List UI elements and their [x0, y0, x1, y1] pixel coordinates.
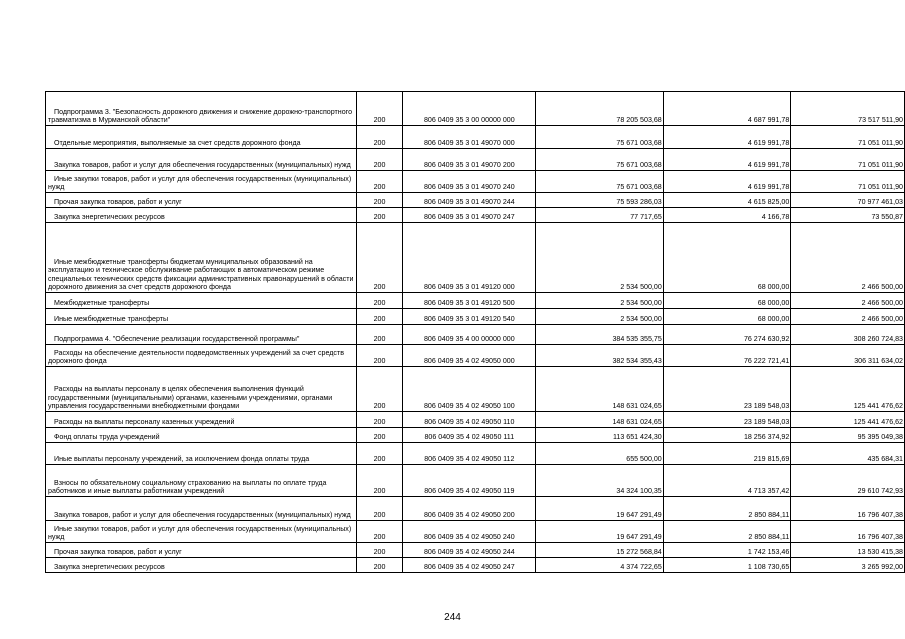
approved-amount: 19 647 291,49	[536, 521, 664, 543]
executed-amount: 23 189 548,03	[663, 412, 791, 428]
approved-amount: 2 534 500,00	[536, 309, 664, 325]
table-row	[46, 428, 905, 443]
table-row	[46, 325, 905, 345]
classification-code: 806 0409 35 4 02 49050 244	[403, 543, 536, 558]
executed-amount: 4 687 991,78	[663, 92, 791, 126]
executed-amount: 23 189 548,03	[663, 367, 791, 412]
page-number: 244	[444, 612, 461, 623]
classification-code: 806 0409 35 4 02 49050 100	[403, 367, 536, 412]
line-code: 200	[356, 208, 403, 223]
table-row	[46, 412, 905, 428]
table-row	[46, 208, 905, 223]
expense-name: Расходы на выплаты персоналу казенных учреждений	[46, 412, 357, 428]
expense-name: Прочая закупка товаров, работ и услуг	[46, 193, 357, 208]
table-row	[46, 293, 905, 309]
expense-name: Расходы на выплаты персоналу в целях обеспечения выполнения функций государственными (муниципальными) органами, казенными учреждениями, органами управления государственными внебюджетными фондами	[46, 367, 357, 412]
line-code: 200	[356, 223, 403, 293]
table-row	[46, 367, 905, 412]
approved-amount: 148 631 024,65	[536, 412, 664, 428]
line-code: 200	[356, 171, 403, 193]
classification-code: 806 0409 35 3 01 49070 247	[403, 208, 536, 223]
unexecuted-amount: 435 684,31	[791, 443, 905, 465]
executed-amount: 2 850 884,11	[663, 521, 791, 543]
approved-amount: 384 535 355,75	[536, 325, 664, 345]
executed-amount: 4 619 991,78	[663, 171, 791, 193]
expense-name: Закупка товаров, работ и услуг для обеспечения государственных (муниципальных) нужд	[46, 497, 357, 521]
table-row	[46, 149, 905, 171]
classification-code: 806 0409 35 4 02 49050 247	[403, 558, 536, 573]
line-code: 200	[356, 497, 403, 521]
expense-name: Подпрограмма 3. "Безопасность дорожного движения и снижение дорожно-транспортного травматизма в Мурманской области"	[46, 92, 357, 126]
table-row	[46, 497, 905, 521]
executed-amount: 2 850 884,11	[663, 497, 791, 521]
line-code: 200	[356, 309, 403, 325]
approved-amount: 382 534 355,43	[536, 345, 664, 367]
unexecuted-amount: 306 311 634,02	[791, 345, 905, 367]
classification-code: 806 0409 35 4 02 49050 200	[403, 497, 536, 521]
classification-code: 806 0409 35 3 01 49120 000	[403, 223, 536, 293]
line-code: 200	[356, 543, 403, 558]
expense-name: Подпрограмма 4. "Обеспечение реализации государственной программы"	[46, 325, 357, 345]
line-code: 200	[356, 521, 403, 543]
classification-code: 806 0409 35 3 01 49070 000	[403, 126, 536, 149]
table-row	[46, 443, 905, 465]
expense-name: Иные выплаты персоналу учреждений, за исключением фонда оплаты труда	[46, 443, 357, 465]
classification-code: 806 0409 35 4 02 49050 000	[403, 345, 536, 367]
line-code: 200	[356, 428, 403, 443]
classification-code: 806 0409 35 4 02 49050 119	[403, 465, 536, 497]
executed-amount: 76 274 630,92	[663, 325, 791, 345]
line-code: 200	[356, 325, 403, 345]
expense-name: Прочая закупка товаров, работ и услуг	[46, 543, 357, 558]
line-code: 200	[356, 126, 403, 149]
table-row	[46, 521, 905, 543]
executed-amount: 219 815,69	[663, 443, 791, 465]
expense-name: Отдельные мероприятия, выполняемые за счет средств дорожного фонда	[46, 126, 357, 149]
unexecuted-amount: 16 796 407,38	[791, 497, 905, 521]
budget-table	[45, 91, 905, 573]
executed-amount: 4 615 825,00	[663, 193, 791, 208]
approved-amount: 75 593 286,03	[536, 193, 664, 208]
unexecuted-amount: 70 977 461,03	[791, 193, 905, 208]
classification-code: 806 0409 35 3 00 00000 000	[403, 92, 536, 126]
classification-code: 806 0409 35 3 01 49070 244	[403, 193, 536, 208]
classification-code: 806 0409 35 3 01 49120 540	[403, 309, 536, 325]
unexecuted-amount: 16 796 407,38	[791, 521, 905, 543]
classification-code: 806 0409 35 4 02 49050 112	[403, 443, 536, 465]
classification-code: 806 0409 35 3 01 49070 240	[403, 171, 536, 193]
expense-name: Закупка энергетических ресурсов	[46, 208, 357, 223]
unexecuted-amount: 29 610 742,93	[791, 465, 905, 497]
unexecuted-amount: 2 466 500,00	[791, 309, 905, 325]
approved-amount: 75 671 003,68	[536, 171, 664, 193]
line-code: 200	[356, 443, 403, 465]
table-row	[46, 126, 905, 149]
classification-code: 806 0409 35 4 02 49050 110	[403, 412, 536, 428]
table-row	[46, 171, 905, 193]
line-code: 200	[356, 293, 403, 309]
line-code: 200	[356, 558, 403, 573]
approved-amount: 148 631 024,65	[536, 367, 664, 412]
table-row	[46, 345, 905, 367]
unexecuted-amount: 13 530 415,38	[791, 543, 905, 558]
approved-amount: 77 717,65	[536, 208, 664, 223]
table-row	[46, 543, 905, 558]
line-code: 200	[356, 345, 403, 367]
approved-amount: 19 647 291,49	[536, 497, 664, 521]
approved-amount: 75 671 003,68	[536, 149, 664, 171]
unexecuted-amount: 95 395 049,38	[791, 428, 905, 443]
unexecuted-amount: 2 466 500,00	[791, 223, 905, 293]
line-code: 200	[356, 193, 403, 208]
executed-amount: 4 619 991,78	[663, 126, 791, 149]
table-row	[46, 223, 905, 293]
approved-amount: 655 500,00	[536, 443, 664, 465]
executed-amount: 68 000,00	[663, 309, 791, 325]
table-row	[46, 558, 905, 573]
expense-name: Взносы по обязательному социальному страхованию на выплаты по оплате труда работников и иные выплаты работникам учреждений	[46, 465, 357, 497]
unexecuted-amount: 71 051 011,90	[791, 149, 905, 171]
approved-amount: 15 272 568,84	[536, 543, 664, 558]
unexecuted-amount: 125 441 476,62	[791, 412, 905, 428]
classification-code: 806 0409 35 4 02 49050 240	[403, 521, 536, 543]
executed-amount: 4 166,78	[663, 208, 791, 223]
unexecuted-amount: 71 051 011,90	[791, 126, 905, 149]
unexecuted-amount: 73 550,87	[791, 208, 905, 223]
table-row	[46, 92, 905, 126]
approved-amount: 78 205 503,68	[536, 92, 664, 126]
approved-amount: 113 651 424,30	[536, 428, 664, 443]
line-code: 200	[356, 92, 403, 126]
expense-name: Фонд оплаты труда учреждений	[46, 428, 357, 443]
line-code: 200	[356, 465, 403, 497]
classification-code: 806 0409 35 3 01 49120 500	[403, 293, 536, 309]
executed-amount: 68 000,00	[663, 223, 791, 293]
executed-amount: 4 619 991,78	[663, 149, 791, 171]
executed-amount: 18 256 374,92	[663, 428, 791, 443]
classification-code: 806 0409 35 4 00 00000 000	[403, 325, 536, 345]
classification-code: 806 0409 35 4 02 49050 111	[403, 428, 536, 443]
expense-name: Иные закупки товаров, работ и услуг для обеспечения государственных (муниципальных) нужд	[46, 171, 357, 193]
expense-name: Закупка товаров, работ и услуг для обеспечения государственных (муниципальных) нужд	[46, 149, 357, 171]
expense-name: Иные межбюджетные трансферты бюджетам муниципальных образований на эксплуатацию и техническое обслуживание работающих в автоматическом режиме специальных технических средств фиксации административных правонарушений в области дорожного движения за счет средств дорожного фонда	[46, 223, 357, 293]
line-code: 200	[356, 412, 403, 428]
line-code: 200	[356, 149, 403, 171]
classification-code: 806 0409 35 3 01 49070 200	[403, 149, 536, 171]
approved-amount: 2 534 500,00	[536, 293, 664, 309]
expense-name: Иные межбюджетные трансферты	[46, 309, 357, 325]
expense-name: Межбюджетные трансферты	[46, 293, 357, 309]
unexecuted-amount: 2 466 500,00	[791, 293, 905, 309]
line-code: 200	[356, 367, 403, 412]
unexecuted-amount: 73 517 511,90	[791, 92, 905, 126]
executed-amount: 68 000,00	[663, 293, 791, 309]
unexecuted-amount: 125 441 476,62	[791, 367, 905, 412]
unexecuted-amount: 71 051 011,90	[791, 171, 905, 193]
executed-amount: 1 742 153,46	[663, 543, 791, 558]
executed-amount: 76 222 721,41	[663, 345, 791, 367]
executed-amount: 4 713 357,42	[663, 465, 791, 497]
expense-name: Иные закупки товаров, работ и услуг для обеспечения государственных (муниципальных) нужд	[46, 521, 357, 543]
approved-amount: 34 324 100,35	[536, 465, 664, 497]
approved-amount: 75 671 003,68	[536, 126, 664, 149]
table-row	[46, 309, 905, 325]
unexecuted-amount: 3 265 992,00	[791, 558, 905, 573]
expense-name: Закупка энергетических ресурсов	[46, 558, 357, 573]
expense-name: Расходы на обеспечение деятельности подведомственных учреждений за счет средств дорожного фонда	[46, 345, 357, 367]
unexecuted-amount: 308 260 724,83	[791, 325, 905, 345]
table-row	[46, 465, 905, 497]
approved-amount: 2 534 500,00	[536, 223, 664, 293]
approved-amount: 4 374 722,65	[536, 558, 664, 573]
executed-amount: 1 108 730,65	[663, 558, 791, 573]
table-row	[46, 193, 905, 208]
